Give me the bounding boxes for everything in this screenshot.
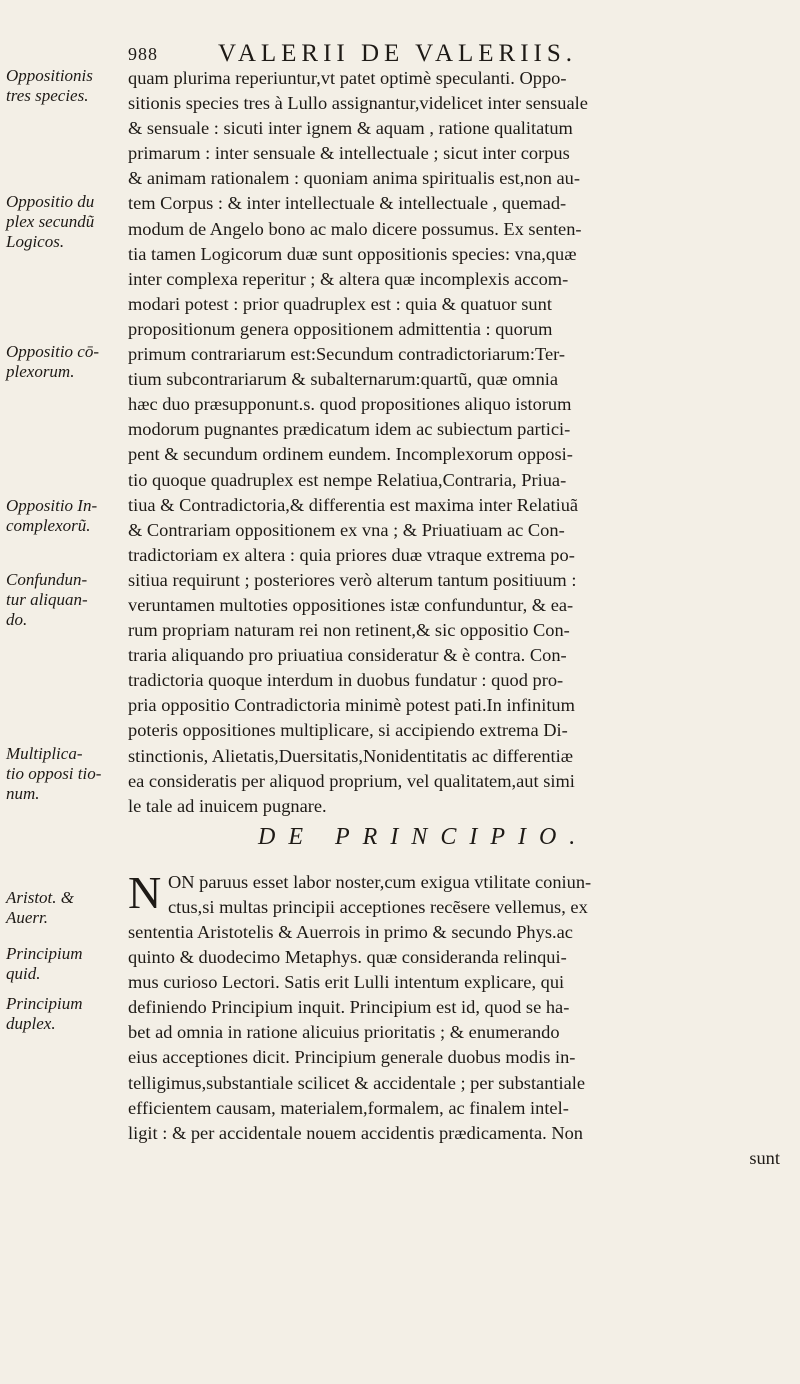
text-line: ON paruus esset labor noster,cum exigua vtilitate coniun-: [168, 872, 592, 892]
text-line: modum de Angelo bono ac malo dicere possumus. Ex senten-: [128, 218, 582, 239]
margin-note-line: tio opposi tio-: [6, 764, 102, 783]
margin-note-line: Multiplica-: [6, 744, 83, 763]
text-line: tia tamen Logicorum duæ sunt oppositionis species: vna,quæ: [128, 243, 577, 264]
text-line: rum propriam naturam rei non retinent,& sic oppositio Con-: [128, 620, 570, 641]
text-line: veruntamen multoties oppositiones istæ confunduntur, & ea-: [128, 594, 574, 615]
text-line: traria aliquando pro priuatiua consideratur & è contra. Con-: [128, 645, 567, 666]
margin-note-oppositio-duplex: [6, 192, 118, 252]
margin-note-line: Logicos.: [6, 232, 65, 251]
text-line: quam plurima reperiuntur,vt patet optimè speculanti. Oppo-: [128, 68, 567, 88]
text-line: eius acceptiones dicit. Principium generale duobus modis in-: [128, 1047, 576, 1068]
page-number: 988: [128, 44, 158, 64]
margin-note-line: tres species.: [6, 86, 89, 105]
margin-note-line: duplex.: [6, 1014, 56, 1033]
text-line: ctus,si multas principii acceptiones recẽsere vellemus, ex: [168, 897, 588, 918]
text-line: bet ad omnia in ratione alicuius prioritatis ; & enumerando: [128, 1022, 560, 1043]
text-line: tium subcontrariarum & subalternarum:quartũ, quæ omnia: [128, 369, 559, 390]
text-line: modari potest : prior quadruplex est : quia & quatuor sunt: [128, 293, 552, 314]
margin-note-principium-duplex: [6, 994, 118, 1034]
text-line: primarum : inter sensuale & intellectuale ; sicut inter corpus: [128, 143, 570, 164]
text-line: definiendo Principium inquit. Principium est id, quod se ha-: [128, 997, 570, 1018]
text-line: quinto & duodecimo Metaphys. quæ consideranda relinqui-: [128, 947, 567, 968]
drop-cap: N: [128, 867, 162, 918]
catchword: sunt: [749, 1147, 780, 1168]
margin-note-line: Oppositionis: [6, 66, 93, 85]
text-line: pria oppositio Contradictoria minimè potest pati.In infinitum: [128, 695, 575, 716]
text-line: sententia Aristotelis & Auerrois in primo & secundo Phys.ac: [128, 922, 573, 942]
text-line: & Contrariam oppositionem ex vna ; & Priuatiuam ac Con-: [128, 519, 565, 540]
margin-note-line: complexorũ.: [6, 516, 91, 535]
margin-note-line: plex secundũ: [6, 212, 95, 231]
paragraph-principio-indented: [168, 870, 780, 920]
text-line: pent & secundum ordinem eundem. Incomplexorum opposi-: [128, 444, 573, 465]
text-line: tiua & Contradictoria,& differentia est maxima inter Relatiuã: [128, 494, 579, 515]
margin-note-arist-auerr: [6, 888, 118, 928]
text-line: stinctionis, Alietatis,Duersitatis,Nonidentitatis ac differentiæ: [128, 745, 574, 766]
text-line: efficientem causam, materialem,formalem, ac finalem intel-: [128, 1097, 569, 1118]
margin-note-oppositionis-tres: [6, 66, 118, 106]
text-line: tio quoque quadruplex est nempe Relatiua,Contraria, Priua-: [128, 469, 567, 490]
margin-note-line: Oppositio In-: [6, 496, 98, 515]
margin-note-line: do.: [6, 610, 28, 629]
text-line: poteris oppositiones multiplicare, si accipiendo extrema Di-: [128, 720, 568, 741]
text-line: sitiua requirunt ; posteriores verò alterum tantum positiuum :: [128, 569, 577, 590]
text-line: primum contrariarum est:Secundum contradictoriarum:Ter-: [128, 344, 566, 365]
margin-note-oppositio-incomplexorum: [6, 496, 118, 536]
margin-note-principium-quid: [6, 944, 118, 984]
margin-note-line: Principium: [6, 944, 83, 963]
text-line: tradictoria quoque interdum in duobus fundatur : quod pro-: [128, 670, 564, 691]
text-line: modorum pugnantes prædicatum idem ac subiectum partici-: [128, 419, 571, 440]
margin-note-line: Principium: [6, 994, 83, 1013]
paragraph-oppositio: [128, 66, 780, 819]
margin-note-multiplicatio: [6, 744, 118, 804]
text-line: & sensuale : sicuti inter ignem & aquam , ratione qualitatum: [128, 118, 573, 139]
text-line: sitionis species tres à Lullo assignantur,videlicet inter sensuale: [128, 93, 588, 114]
text-line: inter complexa reperitur ; & altera quæ incomplexis accom-: [128, 268, 569, 289]
text-line: hæc duo præsupponunt.s. quod propositiones aliquo istorum: [128, 394, 572, 415]
margin-note-line: Aristot. &: [6, 888, 75, 907]
text-line: & animam rationalem : quoniam anima spiritualis est,non au-: [128, 168, 580, 189]
text-line: propositionum genera oppositionem admittentia : quorum: [128, 318, 553, 339]
text-line: tradictoriam ex altera : quia priores duæ vtraque extrema po-: [128, 544, 575, 565]
text-line: mus curioso Lectori. Satis erit Lulli intentum explicare, qui: [128, 972, 565, 993]
margin-note-line: Auerr.: [6, 908, 49, 927]
margin-note-oppositio-complexorum: [6, 342, 118, 382]
margin-note-line: num.: [6, 784, 40, 803]
text-line: ligit : & per accidentale nouem accidentis prædicamenta. Non: [128, 1122, 584, 1143]
margin-note-line: quid.: [6, 964, 41, 983]
margin-note-line: Confundun-: [6, 570, 88, 589]
text-line: telligimus,substantiale scilicet & accidentale ; per substantiale: [128, 1072, 586, 1093]
section-heading: DE PRINCIPIO.: [258, 824, 589, 850]
paragraph-principio: [128, 920, 780, 1171]
margin-note-confunduntur: [6, 570, 118, 630]
running-title: VALERII DE VALERIIS.: [218, 40, 578, 67]
margin-note-line: plexorum.: [6, 362, 75, 381]
margin-note-line: Oppositio du: [6, 192, 95, 211]
text-line: ea consideratis per aliquod proprium, vel qualitatem,aut simi: [128, 770, 575, 791]
text-line: le tale ad inuicem pugnare.: [128, 795, 327, 816]
text-line: tem Corpus : & inter intellectuale & intellectuale , quemad-: [128, 193, 567, 214]
margin-note-line: tur aliquan-: [6, 590, 88, 609]
margin-note-line: Oppositio cō-: [6, 342, 100, 361]
